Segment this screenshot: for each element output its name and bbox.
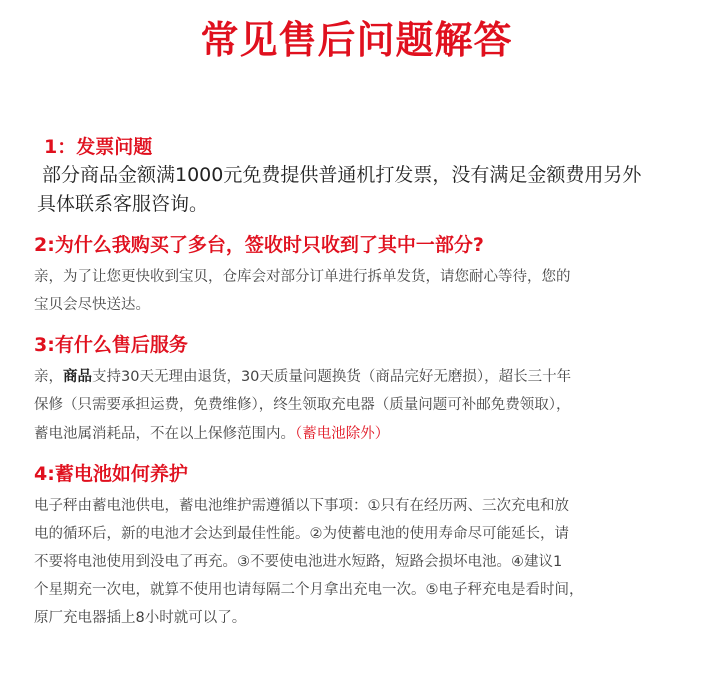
faq-text-rest: 蓄电池属消耗品，不在以上保修范围内。 <box>34 426 295 442</box>
faq-text-line: 亲，为了让您更快收到宝贝，仓库会对部分订单进行拆单发货，请您耐心等待，您的 <box>34 269 571 285</box>
faq-note-red: （蓄电池除外） <box>295 426 390 442</box>
faq-text-rest: 支持30天无理由退货，30天质量问题换货（商品完好无磨损），超长三十年 <box>92 369 572 385</box>
faq-heading-invoice: 1：发票问题 <box>44 136 153 158</box>
faq-heading-partial-delivery: 2:为什么我购买了多台，签收时只收到了其中一部分? <box>34 234 484 256</box>
faq-text-prefix: 亲， <box>34 369 63 385</box>
faq-heading-after-sales: 3:有什么售后服务 <box>34 334 188 356</box>
faq-text-line: 原厂充电器插上8小时就可以了。 <box>34 610 247 626</box>
faq-text-line: 宝贝会尽快送达。 <box>34 297 150 313</box>
faq-text-line: 部分商品金额满1000元免费提供普通机打发票，没有满足金额费用另外 <box>42 164 642 186</box>
faq-text-line: 电子秤由蓄电池供电，蓄电池维护需遵循以下事项：①只有在经历两、三次充电和放 <box>34 498 569 514</box>
faq-text-bold: 商品 <box>63 369 92 385</box>
faq-heading-battery-care: 4:蓄电池如何养护 <box>34 463 188 485</box>
faq-text-line: 个星期充一次电，就算不使用也请每隔二个月拿出充电一次。⑤电子秤充电是看时间， <box>34 582 584 598</box>
page-title: 常见售后问题解答 <box>200 18 513 62</box>
faq-text-line: 具体联系客服咨询。 <box>37 193 209 215</box>
faq-text-line: 保修（只需要承担运费，免费维修），终生领取充电器（质量问题可补邮免费领取）， <box>34 397 571 413</box>
faq-text-line <box>34 424 389 444</box>
faq-text-line: 不要将电池使用到没电了再充。③不要使电池进水短路，短路会损坏电池。④建议1 <box>34 554 563 570</box>
faq-text-line: 电的循环后，新的电池才会达到最佳性能。②为使蓄电池的使用寿命尽可能延长，请 <box>34 526 569 542</box>
faq-text-line <box>34 367 571 387</box>
